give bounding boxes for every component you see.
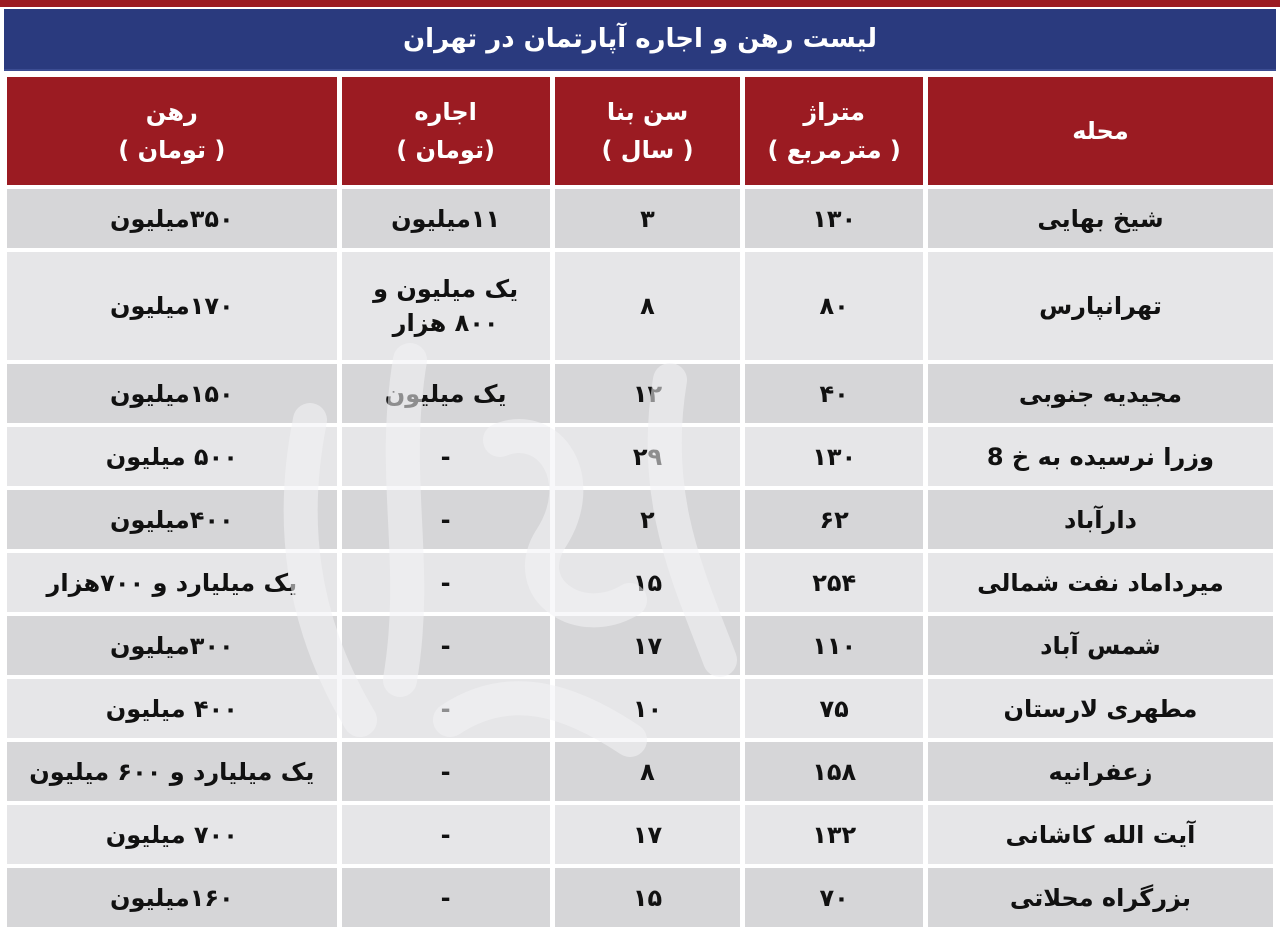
cell-mahale: آیت الله کاشانی — [928, 805, 1273, 864]
header-ejare-label: اجاره — [414, 98, 477, 126]
header-row — [7, 77, 1273, 185]
cell-mahale: میرداماد نفت شمالی — [928, 553, 1273, 612]
cell-sen: ۱۷ — [555, 616, 741, 675]
header-mahale-label: محله — [1072, 117, 1129, 145]
cell-rahn: ۵۰۰ میلیون — [7, 427, 337, 486]
header-metraj-label: متراژ — [803, 98, 865, 126]
cell-sen: ۳ — [555, 189, 741, 248]
cell-sen: ۱۷ — [555, 805, 741, 864]
table-row — [7, 868, 1273, 927]
cell-rahn: ۷۰۰ میلیون — [7, 805, 337, 864]
header-sen-label: سن بنا — [606, 98, 689, 126]
header-rahn-unit: ( تومان ) — [118, 136, 226, 164]
cell-metraj: ۱۵۸ — [745, 742, 922, 801]
table-row — [7, 189, 1273, 248]
header-sen-unit: ( سال ) — [601, 136, 694, 164]
header-metraj — [745, 77, 922, 185]
cell-rahn: ۱۵۰میلیون — [7, 364, 337, 423]
cell-metraj: ۲۵۴ — [745, 553, 922, 612]
cell-ejare: - — [342, 616, 550, 675]
cell-metraj: ۶۲ — [745, 490, 922, 549]
table-row — [7, 364, 1273, 423]
cell-sen: ۱۵ — [555, 868, 741, 927]
table-row — [7, 742, 1273, 801]
cell-rahn: یک میلیارد و ۶۰۰ میلیون — [7, 742, 337, 801]
cell-mahale: شمس آباد — [928, 616, 1273, 675]
cell-mahale: بزرگراه محلاتی — [928, 868, 1273, 927]
cell-sen: ۱۰ — [555, 679, 741, 738]
header-mahale — [928, 77, 1273, 185]
cell-mahale: دارآباد — [928, 490, 1273, 549]
cell-sen: ۲ — [555, 490, 741, 549]
header-rahn — [7, 77, 337, 185]
cell-metraj: ۱۳۰ — [745, 427, 922, 486]
table-row — [7, 490, 1273, 549]
header-rahn-label: رهن — [145, 98, 198, 126]
cell-ejare: - — [342, 427, 550, 486]
cell-mahale: زعفرانیه — [928, 742, 1273, 801]
cell-ejare: - — [342, 868, 550, 927]
table-row — [7, 805, 1273, 864]
cell-ejare: - — [342, 553, 550, 612]
table-title: لیست رهن و اجاره آپارتمان در تهران — [4, 9, 1276, 71]
cell-metraj: ۸۰ — [745, 252, 922, 360]
cell-metraj: ۱۱۰ — [745, 616, 922, 675]
cell-sen: ۱۵ — [555, 553, 741, 612]
cell-mahale: وزرا نرسیده به خ 8 — [928, 427, 1273, 486]
header-ejare — [342, 77, 550, 185]
cell-metraj: ۱۳۰ — [745, 189, 922, 248]
header-sen — [555, 77, 741, 185]
cell-ejare: - — [342, 805, 550, 864]
cell-mahale: تهرانپارس — [928, 252, 1273, 360]
table-row — [7, 553, 1273, 612]
table-row — [7, 427, 1273, 486]
cell-sen: ۲۹ — [555, 427, 741, 486]
cell-rahn: ۴۰۰میلیون — [7, 490, 337, 549]
cell-sen: ۸ — [555, 742, 741, 801]
cell-ejare: یک میلیون — [342, 364, 550, 423]
cell-ejare: یک میلیون و ۸۰۰ هزار — [342, 252, 550, 360]
cell-rahn: ۳۰۰میلیون — [7, 616, 337, 675]
table-row — [7, 679, 1273, 738]
cell-mahale: مجیدیه جنوبی — [928, 364, 1273, 423]
cell-rahn: ۱۷۰میلیون — [7, 252, 337, 360]
rent-mortgage-table — [2, 73, 1278, 931]
cell-ejare: ۱۱میلیون — [342, 189, 550, 248]
cell-metraj: ۱۳۲ — [745, 805, 922, 864]
cell-metraj: ۴۰ — [745, 364, 922, 423]
table-row — [7, 616, 1273, 675]
cell-rahn: ۳۵۰میلیون — [7, 189, 337, 248]
cell-ejare: - — [342, 679, 550, 738]
cell-ejare: - — [342, 490, 550, 549]
cell-rahn: ۱۶۰میلیون — [7, 868, 337, 927]
cell-metraj: ۷۵ — [745, 679, 922, 738]
header-ejare-unit: (تومان ) — [396, 136, 495, 164]
cell-sen: ۱۲ — [555, 364, 741, 423]
cell-sen: ۸ — [555, 252, 741, 360]
cell-rahn: ۴۰۰ میلیون — [7, 679, 337, 738]
top-accent-bar — [0, 0, 1280, 7]
cell-mahale: مطهری لارستان — [928, 679, 1273, 738]
cell-mahale: شیخ بهایی — [928, 189, 1273, 248]
cell-ejare: - — [342, 742, 550, 801]
header-metraj-unit: ( مترمربع ) — [767, 136, 901, 164]
cell-metraj: ۷۰ — [745, 868, 922, 927]
table-row — [7, 252, 1273, 360]
cell-rahn: یک میلیارد و ۷۰۰هزار — [7, 553, 337, 612]
